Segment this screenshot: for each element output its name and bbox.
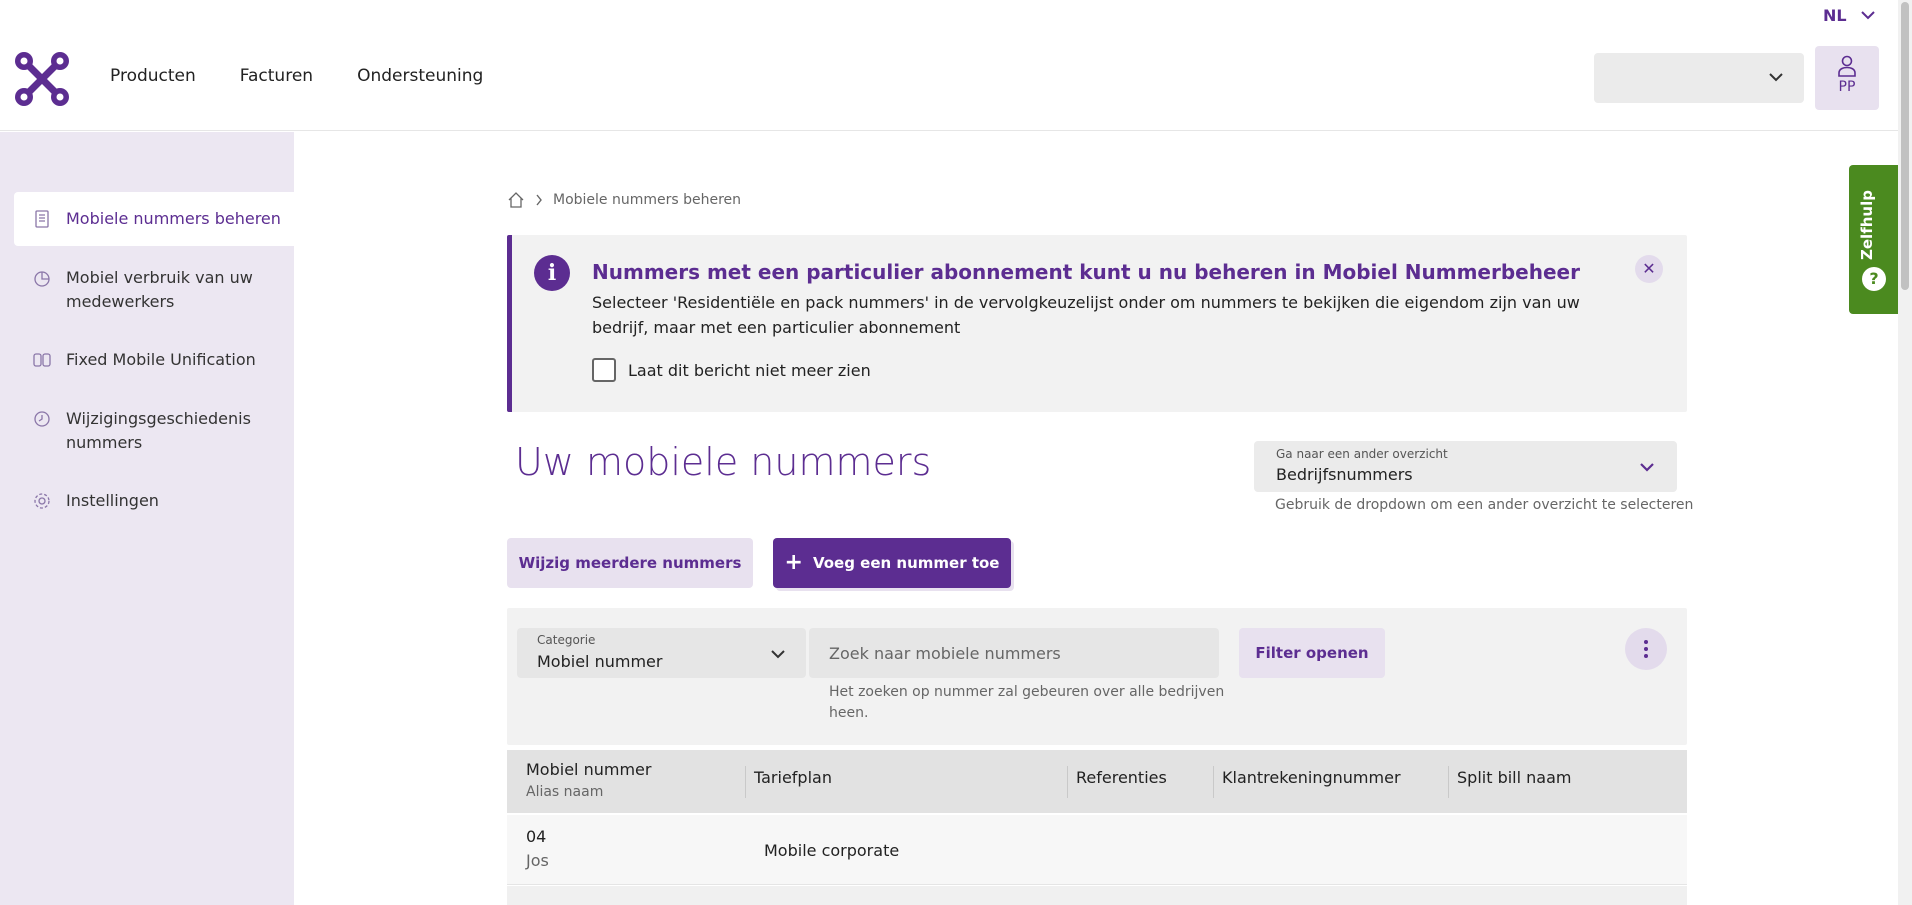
dismiss-checkbox-label: Laat dit bericht niet meer zien (628, 360, 871, 380)
column-tariefplan[interactable] (745, 750, 1067, 813)
search-help-text: Het zoeken op nummer zal gebeuren over alle bedrijven heen. (829, 684, 1225, 721)
gear-icon (32, 491, 52, 511)
column-klantrekeningnummer[interactable] (1213, 750, 1448, 813)
account-button[interactable] (1815, 46, 1879, 110)
chevron-down-icon (1639, 457, 1655, 477)
column-sublabel: Alias naam (526, 784, 604, 800)
scrollbar[interactable] (1898, 0, 1912, 905)
info-icon: i (534, 255, 570, 291)
proximus-logo[interactable] (13, 50, 71, 108)
row-plan: Mobile corporate (764, 841, 900, 860)
nav-facturen[interactable]: Facturen (239, 66, 314, 86)
sidebar-item-label: Wijzigingsgeschiedenis nummers (66, 409, 251, 452)
edit-multiple-button[interactable]: Wijzig meerdere nummers (507, 538, 753, 588)
table-row[interactable] (507, 886, 1687, 905)
breadcrumb-current: Mobiele nummers beheren (553, 192, 742, 208)
clock-icon (32, 409, 52, 429)
main-nav (110, 66, 483, 86)
page-title: Uw mobiele nummers (515, 440, 932, 484)
sidebar-item-instellingen[interactable] (14, 489, 294, 513)
column-label: Mobiel nummer (526, 760, 652, 779)
company-select[interactable] (1594, 53, 1804, 103)
chevron-down-icon (770, 644, 786, 664)
category-label: Categorie (537, 633, 596, 647)
help-tab[interactable] (1849, 165, 1898, 314)
overview-select[interactable] (1254, 441, 1677, 492)
sidebar-item-label: Instellingen (66, 491, 159, 510)
sidebar-item-wijzigingsgeschiedenis[interactable] (14, 407, 294, 455)
notice-body: Selecteer 'Residentiële en pack nummers' in de vervolgkeuzelijst onder om nummers te bekijken die eigendom zijn van uw bedrijf, maar met een particulier abonnement (592, 293, 1580, 337)
sidebar (0, 132, 294, 905)
filter-bar (507, 608, 1687, 745)
add-number-button[interactable] (773, 538, 1011, 588)
row-number: 04 (526, 827, 547, 846)
column-label: Klantrekeningnummer (1222, 768, 1401, 787)
sidebar-item-label: Mobiele nummers beheren (66, 209, 281, 228)
chevron-down-icon (1768, 67, 1784, 87)
row-alias: Jos (526, 851, 549, 870)
document-icon (32, 209, 52, 229)
plus-icon: + (784, 550, 803, 575)
overview-help-text: Gebruik de dropdown om een ander overzicht te selecteren (1275, 497, 1694, 513)
overview-select-label: Ga naar een ander overzicht (1276, 447, 1448, 461)
column-split-bill[interactable] (1448, 750, 1687, 813)
help-tab-label: Zelfhulp (1858, 190, 1876, 260)
dismiss-checkbox[interactable] (592, 358, 616, 382)
pie-chart-icon (32, 268, 52, 288)
sidebar-item-fixed-mobile[interactable] (14, 348, 294, 372)
category-value: Mobiel nummer (537, 652, 663, 671)
column-label: Referenties (1076, 768, 1167, 787)
sidebar-item-label: Fixed Mobile Unification (66, 350, 256, 369)
notice-title: Nummers met een particulier abonnement kunt u nu beheren in Mobiel Nummerbeheer (592, 260, 1580, 284)
top-header (0, 0, 1898, 131)
sidebar-item-mobiel-verbruik[interactable] (14, 266, 294, 314)
table-row[interactable] (507, 815, 1687, 885)
sidebar-item-mobiele-nummers[interactable] (14, 192, 294, 246)
scrollbar-thumb[interactable] (1901, 2, 1909, 290)
language-label: NL (1823, 6, 1847, 25)
account-initials: PP (1838, 79, 1856, 95)
column-label: Split bill naam (1457, 768, 1572, 787)
column-referenties[interactable] (1067, 750, 1213, 813)
nav-ondersteuning[interactable]: Ondersteuning (357, 66, 484, 86)
sidebar-item-label: Mobiel verbruik van uw medewerkers (66, 268, 253, 311)
column-mobiel-nummer[interactable] (507, 750, 747, 813)
overview-select-value: Bedrijfsnummers (1276, 465, 1413, 484)
column-label: Tariefplan (754, 768, 832, 787)
question-icon: ? (1862, 267, 1886, 291)
breadcrumb (507, 191, 741, 209)
language-selector[interactable] (1823, 6, 1875, 25)
user-icon (1838, 55, 1856, 77)
nav-producten[interactable]: Producten (110, 66, 196, 86)
search-input[interactable] (809, 628, 1219, 678)
chevron-down-icon (1861, 11, 1875, 20)
table-header (507, 750, 1687, 813)
add-number-label: Voeg een nummer toe (812, 554, 1000, 572)
home-icon[interactable] (507, 191, 525, 209)
phone-icon (32, 350, 52, 370)
chevron-right-icon (535, 194, 543, 206)
dismiss-checkbox-row[interactable] (592, 358, 871, 382)
category-select[interactable] (517, 628, 806, 678)
info-notice (507, 235, 1687, 412)
more-options-icon[interactable] (1625, 628, 1667, 670)
close-icon[interactable]: ✕ (1635, 255, 1663, 283)
filter-open-button[interactable]: Filter openen (1239, 628, 1385, 678)
